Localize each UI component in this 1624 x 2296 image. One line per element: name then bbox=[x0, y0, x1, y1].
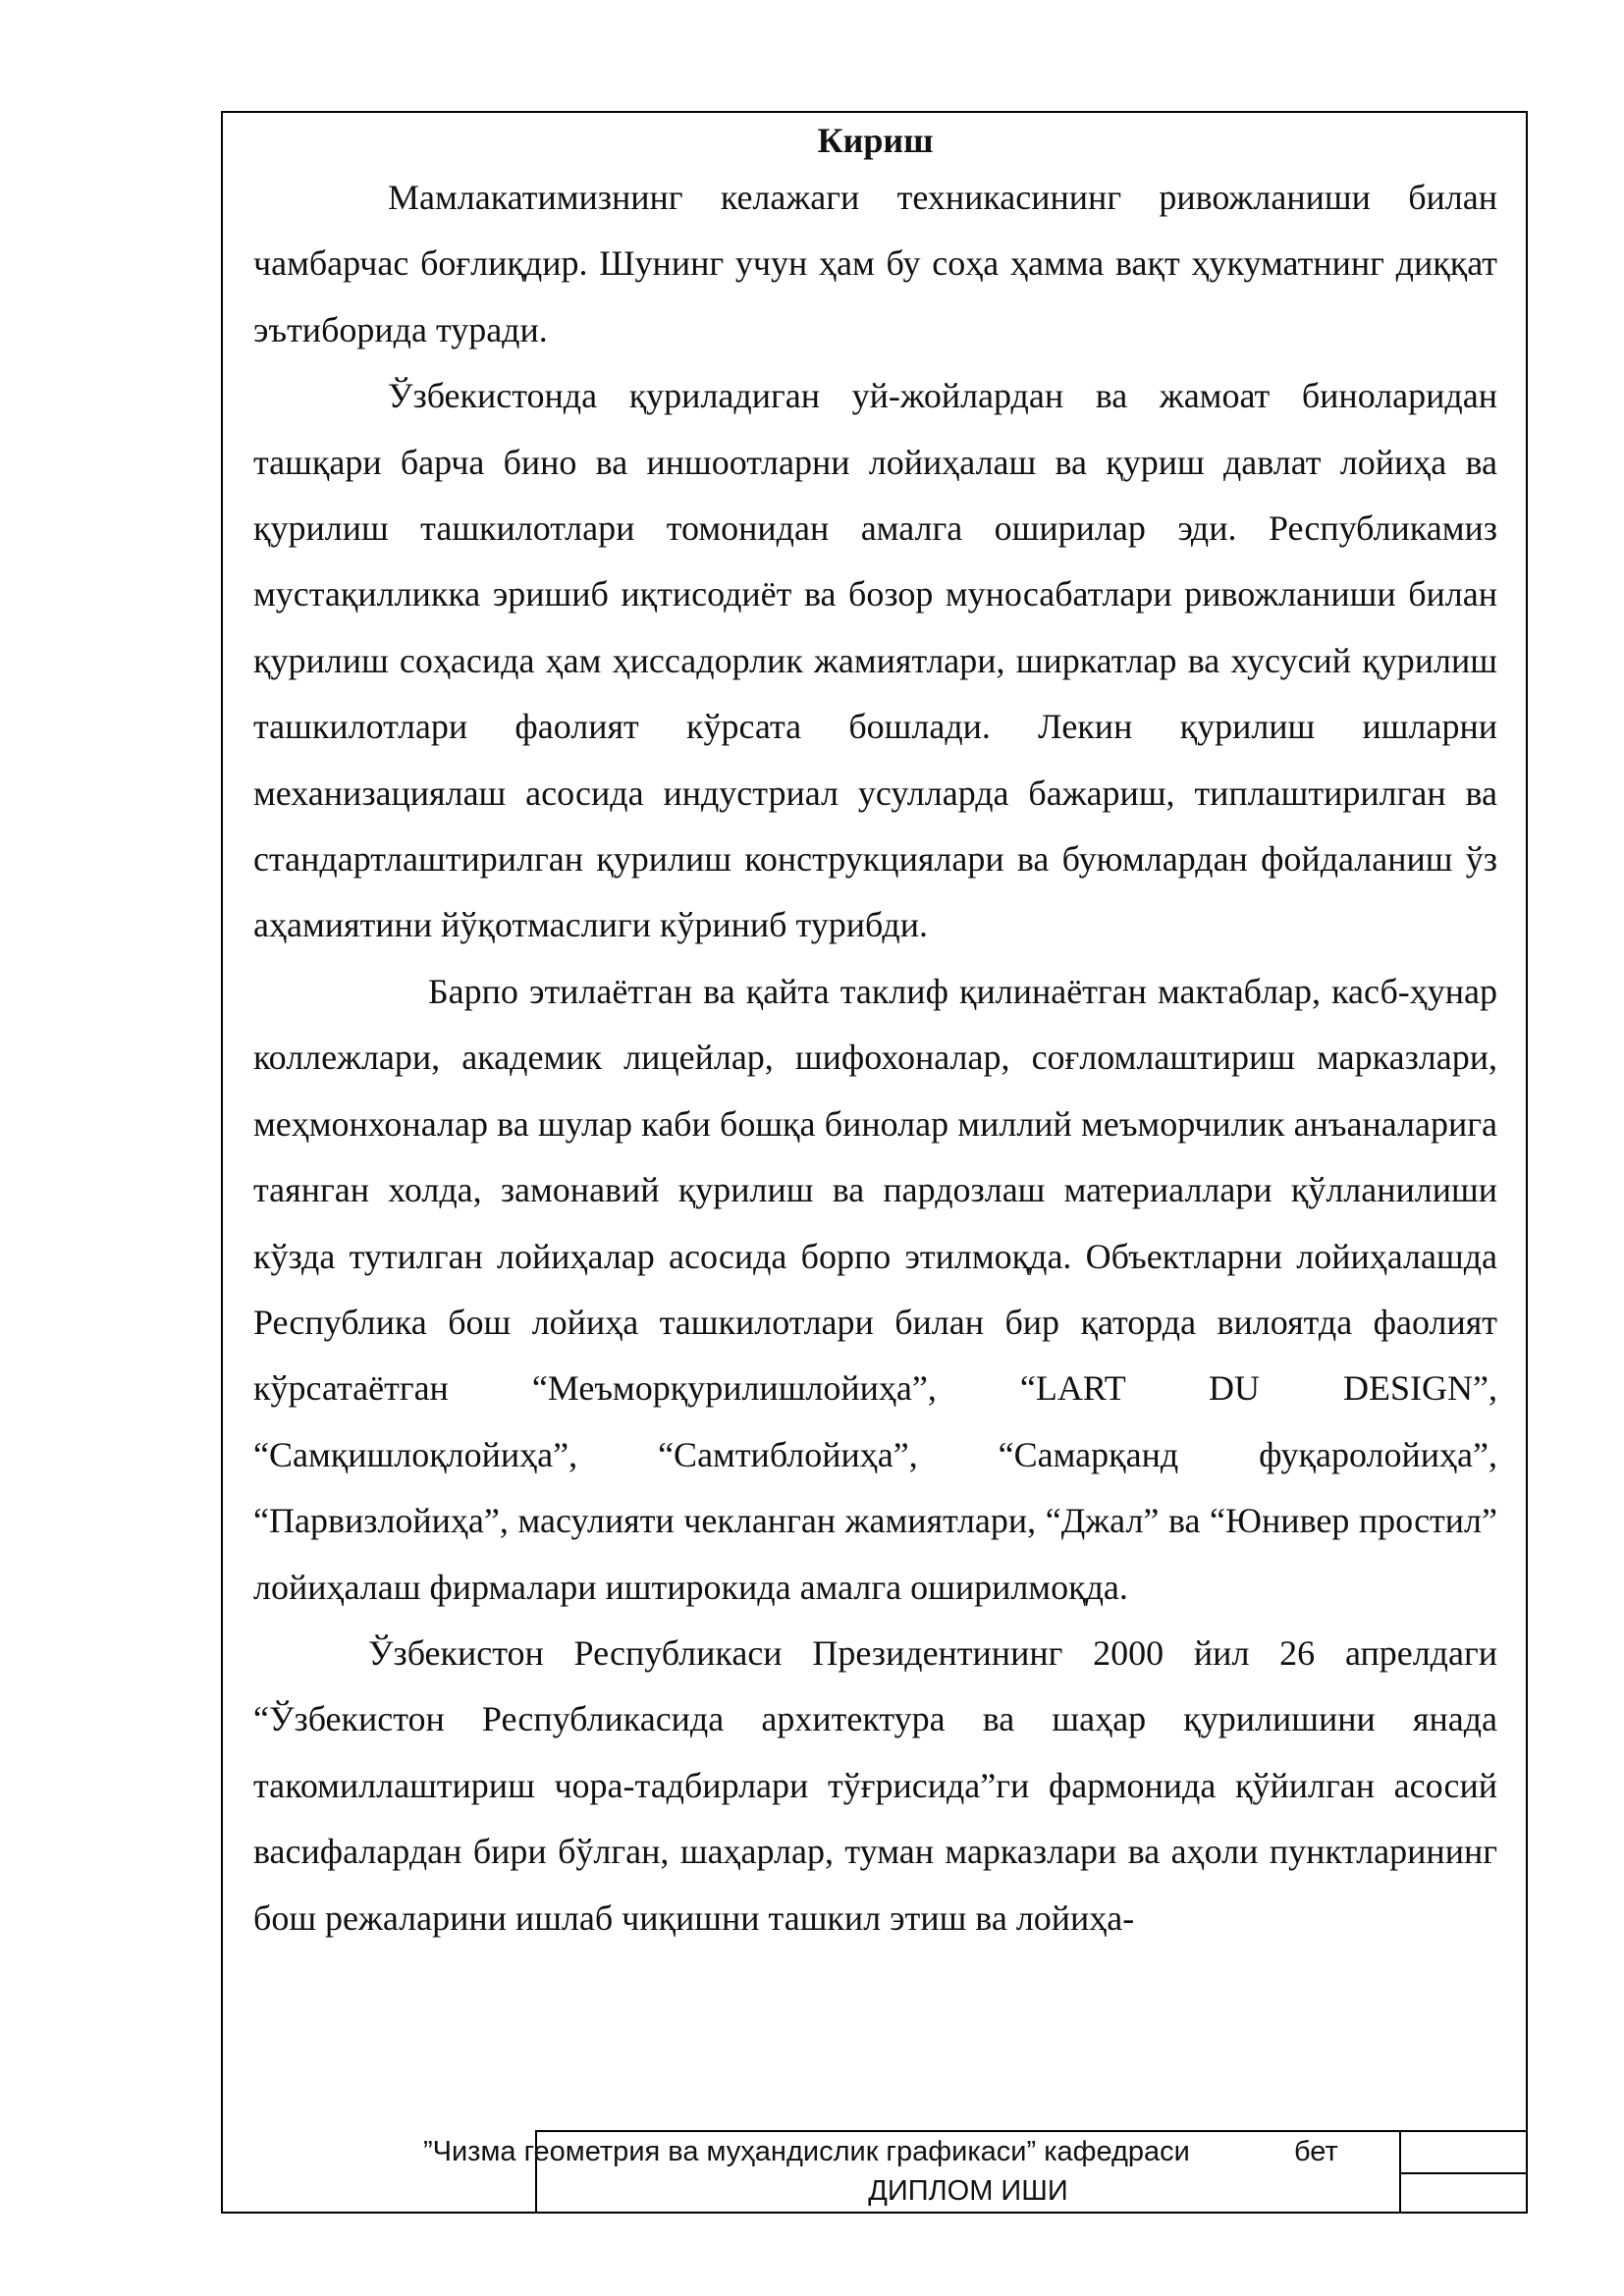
paragraph-1: Мамлакатимизнинг келажаги техникасининг ривожланиши билан чамбарчас боғлиқдир. Шунинг учун ҳам бу соҳа ҳамма вақт ҳукуматнинг диққат эътиборида туради. bbox=[253, 178, 1497, 349]
department-label: ”Чизма геометрия ва муҳандислик графикаси” кафедраси bbox=[423, 2136, 1190, 2167]
work-type-label: ДИПЛОМ ИШИ bbox=[868, 2175, 1068, 2207]
document-title: Кириш bbox=[817, 121, 934, 160]
paragraph-2: Ўзбекистонда қуриладиган уй-жойлардан ва жамоат биноларидан ташқари барча бино ва иншоотларни лойиҳалаш ва қуриш давлат лойиҳа ва қурилиш ташкилотлари томонидан амалга оширилар эди. Республикамиз мустақилликка эришиб иқтисодиёт ва бозор муносабатлари ривожланиши билан қурилиш соҳасида ҳам ҳиссадорлик жамиятлари, ширкатлар ва хусусий қурилиш ташкилотлари фаолият кўрсата бошлади. Лекин қурилиш ишларни механизациялаш асосида индустриал усулларда бажариш, типлаштирилган ва стандартлаштирилган қурилиш конструкциялари ва буюмлардан фойдаланиш ўз аҳамиятини йўқотмаслиги кўриниб турибди. bbox=[253, 376, 1497, 945]
document-body bbox=[253, 116, 1497, 1951]
paragraph-3: Барпо этилаётган ва қайта таклиф қилинаётган мактаблар, касб-ҳунар коллежлари, академик лицейлар, шифохоналар, соғломлаштириш марказлари, меҳмонхоналар ва шулар каби бошқа бинолар миллий меъморчилик анъаналарига таянган холда, замонавий қурилиш ва пардозлаш материаллари қўлланилиши кўзда тутилган лойиҳалар асосида борпо этилмоқда. Объектларни лойиҳалашда Республика бош лойиҳа ташкилотлари билан бир қаторда вилоятда фаолият кўрсатаётган “Меъморқурилишлойиҳа”, “LART DU DESIGN”, “Самқишлоқлойиҳа”, “Самтиблойиҳа”, “Самарқанд фуқаролойиҳа”, “Парвизлойиҳа”, масулияти чекланган жамиятлари, “Джал” ва “Юнивер простил” лойиҳалаш фирмалари иштирокида амалга оширилмоқда. bbox=[253, 971, 1497, 1607]
paragraph-4: Ўзбекистон Республикаси Президентининг 2000 йил 26 апрелдаги “Ўзбекистон Республикасида архитектура ва шаҳар қурилишини янада такомиллаштириш чора-тадбирлари тўғрисида”ги фармонида қўйилган асосий васифалардан бири бўлган, шаҳарлар, туман марказлари ва аҳоли пунктларининг бош режаларини ишлаб чиқишни ташкил этиш ва лойиҳа- bbox=[253, 1632, 1497, 1938]
page-label: бет bbox=[1294, 2136, 1338, 2167]
page-number-cells bbox=[1399, 2132, 1528, 2214]
page-cell-divider bbox=[1401, 2172, 1528, 2174]
